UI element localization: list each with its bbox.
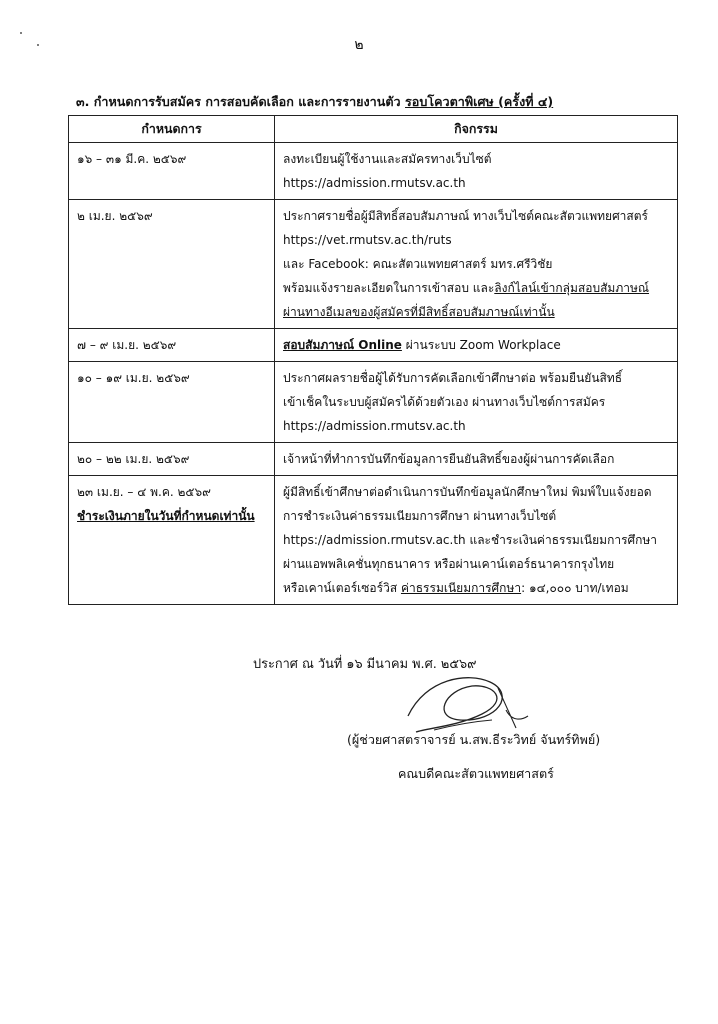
activity-line — [283, 447, 671, 471]
activity-text: https://admission.rmutsv.ac.th — [283, 176, 466, 190]
activity-text: และ Facebook: คณะสัตวแพทยศาสตร์ มทร.ศรีวิชัย — [283, 257, 553, 271]
schedule-date-cell — [69, 329, 275, 362]
section-heading-round: รอบโควตาพิเศษ (ครั้งที่ ๔) — [405, 94, 554, 109]
schedule-date-cell — [69, 362, 275, 443]
activity-text: ผ่านแอพพลิเคชั่นทุกธนาคาร หรือผ่านเคาน์เตอร์ธนาคารกรุงไทย — [283, 557, 615, 571]
schedule-activity-cell — [275, 362, 678, 443]
activity-text: การชำระเงินค่าธรรมเนียมการศึกษา ผ่านทางเว็บไซต์ — [283, 509, 557, 523]
activity-line — [283, 204, 671, 228]
activity-text: ลงทะเบียนผู้ใช้งานและสมัครทางเว็บไซต์ — [283, 152, 492, 166]
signer-name: (ผู้ช่วยศาสตราจารย์ น.สพ.ธีระวิทย์ จันทร์ทิพย์) — [347, 732, 601, 747]
activity-text: สอบสัมภาษณ์ Online — [283, 338, 402, 352]
table-row — [69, 443, 678, 476]
activity-line — [283, 504, 671, 528]
schedule-table — [68, 115, 678, 605]
schedule-date: ๒๐ – ๒๒ เม.ย. ๒๕๖๙ — [77, 452, 190, 466]
table-row — [69, 143, 678, 200]
activity-text: https://admission.rmutsv.ac.th และชำระเงินค่าธรรมเนียมการศึกษา — [283, 533, 658, 547]
activity-line — [283, 576, 671, 600]
activity-line — [283, 228, 671, 252]
activity-text: ประกาศรายชื่อผู้มีสิทธิ์สอบสัมภาษณ์ ทางเว็บไซต์คณะสัตวแพทยศาสตร์ — [283, 209, 648, 223]
activity-text: ผ่านระบบ Zoom Workplace — [401, 338, 561, 352]
activity-text: หรือเคาน์เตอร์เซอร์วิส — [283, 581, 401, 595]
activity-line — [283, 414, 671, 438]
schedule-date: ๗ – ๙ เม.ย. ๒๕๖๙ — [77, 338, 177, 352]
activity-line — [283, 528, 671, 552]
activity-line — [283, 390, 671, 414]
table-row — [69, 476, 678, 605]
schedule-date: ๑๐ – ๑๙ เม.ย. ๒๕๖๙ — [77, 371, 190, 385]
activity-line — [283, 552, 671, 576]
schedule-date: ๑๖ – ๓๑ มี.ค. ๒๕๖๙ — [77, 152, 187, 166]
table-row — [69, 200, 678, 329]
activity-text: ผู้มีสิทธิ์เข้าศึกษาต่อดำเนินการบันทึกข้อมูลนักศึกษาใหม่ พิมพ์ใบแจ้งยอด — [283, 485, 652, 499]
activity-text: https://vet.rmutsv.ac.th/ruts — [283, 233, 452, 247]
activity-text: ผ่านทางอีเมลของผู้สมัครที่มีสิทธิ์สอบสัมภาษณ์เท่านั้น — [283, 305, 555, 319]
schedule-date: ๒ เม.ย. ๒๕๖๙ — [77, 209, 153, 223]
activity-line — [283, 333, 671, 357]
table-row — [69, 329, 678, 362]
activity-line — [283, 147, 671, 171]
table-header-row — [69, 116, 678, 143]
activity-line — [283, 171, 671, 195]
activity-line — [283, 366, 671, 390]
section-heading-text: ๓. กำหนดการรับสมัคร การสอบคัดเลือก และการรายงานตัว — [76, 94, 401, 109]
schedule-activity-cell — [275, 200, 678, 329]
schedule-date: ๒๓ เม.ย. – ๔ พ.ค. ๒๕๖๙ — [77, 485, 211, 499]
activity-line — [283, 252, 671, 276]
activity-line — [283, 300, 671, 324]
schedule-date-cell — [69, 476, 275, 605]
activity-text: เข้าเช็คในระบบผู้สมัครได้ด้วยตัวเอง ผ่านทางเว็บไซต์การสมัคร — [283, 395, 606, 409]
schedule-date-cell — [69, 443, 275, 476]
table-row — [69, 362, 678, 443]
activity-text: เจ้าหน้าที่ทำการบันทึกข้อมูลการยืนยันสิทธิ์ของผู้ผ่านการคัดเลือก — [283, 452, 615, 466]
announcement-date: ประกาศ ณ วันที่ ๑๖ มีนาคม พ.ศ. ๒๕๖๙ — [253, 657, 477, 672]
schedule-date-cell — [69, 200, 275, 329]
payment-deadline-note: ชำระเงินภายในวันที่กำหนดเท่านั้น — [77, 509, 255, 523]
activity-text: ประกาศผลรายชื่อผู้ได้รับการคัดเลือกเข้าศึกษาต่อ พร้อมยืนยันสิทธิ์ — [283, 371, 623, 385]
activity-text: ลิงก์ไลน์เข้ากลุ่มสอบสัมภาษณ์ — [494, 281, 650, 295]
schedule-date-cell — [69, 143, 275, 200]
date-column-header: กำหนดการ — [69, 116, 275, 143]
signer-title: คณบดีคณะสัตวแพทยศาสตร์ — [398, 766, 554, 781]
schedule-activity-cell — [275, 329, 678, 362]
schedule-activity-cell — [275, 143, 678, 200]
activity-text: ค่าธรรมเนียมการศึกษา — [400, 581, 522, 595]
section-heading — [76, 92, 676, 112]
activity-text: : ๑๔,๐๐๐ บาท/เทอม — [521, 581, 629, 595]
activity-line — [283, 276, 671, 300]
schedule-activity-cell — [275, 443, 678, 476]
activity-line — [283, 480, 671, 504]
page-number: ๒ — [354, 37, 364, 53]
activity-text: พร้อมแจ้งรายละเอียดในการเข้าสอบ และ — [283, 281, 495, 295]
activity-text: https://admission.rmutsv.ac.th — [283, 419, 466, 433]
activity-column-header: กิจกรรม — [275, 116, 678, 143]
schedule-activity-cell — [275, 476, 678, 605]
schedule-body — [69, 143, 678, 605]
